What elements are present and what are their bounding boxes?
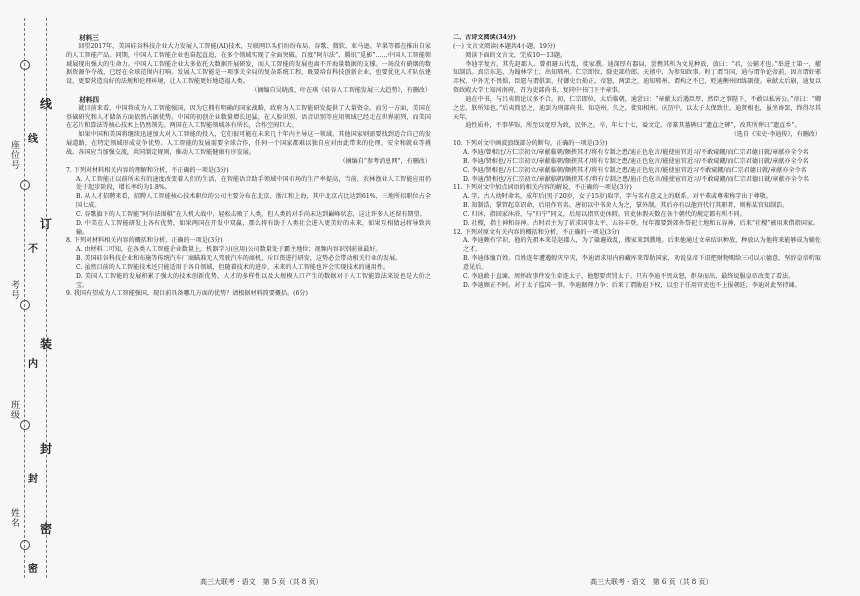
question-10-option-d: D. 李迪/贤相也/方仁宗初立/章献临朝/颇挟其才/将有专制之患/迪正色危言/能使宦官近习/不敢窥觎/而仁宗君德日就/章献亦全令名 [463,175,809,183]
binding-circle [20,420,30,430]
material-4-paragraph-1: 就目前来看，中国将成为人工智能强国，因为它拥有明确的国家战略，政府为人工智能研发提供了大量资金。而另一方面，美国在基础研究和人才储备方面依然占据优势。中国的初创企业数量增长迅猛，在人脸识别、语音识别等应用领域已经走在世界前列，而美国在芯片和算法等核心技术上仍然领先。两国在人工智能领域各有所长，合作空间巨大。 [66,104,431,130]
material-3-source: （摘编自吴晓波、叶在琪《硅谷人工智能发展三大趋势》，有删改） [251,87,431,95]
question-8: 8. 下列对材料相关内容的概括和分析，正确的一项是(3分) [66,237,223,245]
binding-label-seat: 座位号 [9,140,19,170]
question-11-option-d: D. 社稷，指土神和谷神。古时君主为了祈求国事太平、五谷丰登，每年都要到郊外祭祀土地和五谷神，后来“社稷”被用来借指国家。 [463,219,820,227]
binding-cut-zhuang: 装 [40,337,53,351]
question-11-option-a: A. 字，古人幼时命名，成年后(男子20岁，女子15岁)取字，字与名有意义上的联系。对平辈或尊辈称字出于尊敬。 [463,193,772,201]
binding-cut-ding: 订 [40,217,53,231]
question-10-option-c: C. 李迪/贤相也/方仁宗初立/章献临朝/颇挟其才/将有专制之患/迪正色危言/能使宦官近习不敢窥觎/而仁宗君德日就/章献亦全令名 [463,166,807,174]
question-11-option-c: C. 归沐，指回家沐浴，与“归宁”同义，后用以指官吏休假。官吏休假天数在各个朝代的规定都有所不同。 [463,210,746,218]
material-3-paragraph: 回望2017年，美国硅谷科技企业大力发展人工智能(AI)技术，互联网巨头们纷纷布局，谷歌、微软、亚马逊、苹果等都在推出自家的人工智能产品。同期，中国人工智能企业也奋起直追，在多个领域实现了全面突破。百度“阿尔法”、腾讯“觅影”……中国人工智能领域展现出强大的生命力。中国人工智能企业大多依托大数据开展研发，而人工智能的发展也离不开海量数据的支撑。一场没有硝烟的数据资源争夺战，已经在全球范围内打响。发展人工智能是一项事关全局的复杂系统工程，既要培育科技创新企业，也要优化人才队伍建设，更要营造良好的法规和伦理环境，让人工智能更好地造福人类。 [66,42,431,86]
question-12-option-b: B. 李迪体恤百姓。百姓连年遭遇蝗灾旱灾，李迪请求用内府藏库来帮助国家，劝说皇帝下诏把财物赐给三司以示德意，坚辞皇帝听取意见后。 [463,255,821,271]
question-12: 12. 下列对原文有关内容的概括和分析，不正确的一项是(3分) [453,228,620,236]
material-4-paragraph-2: 如果中国和美国将继续迅速加大对人工智能的投入，它们很可能在未来几十年内主导这一领域。其他国家则需要找到适合自己的发展道路，在特定领域形成竞争优势。人工智能的发展需要全球合作，任何一个国家都难以独自应对由此带来的伦理、安全和就业等挑战。各国应当加强交流，共同制定规则，推动人工智能健康有序发展。 [66,131,431,156]
question-11: 11. 下列对文中加点词语的相关内容的解说，不正确的一项是(3分) [453,184,632,192]
question-8-option-b: B. 美国硅谷科技企业和布施等传统汽车厂商瞄准无人驾驶汽车的商机，斥巨资进行研发，这势必会带动相关行业的发展。 [76,255,402,263]
binding-label-name: 姓名 [9,508,19,528]
material-3-title: 材料三 [79,34,99,42]
right-page-footer: 高三大联考 · 语文 第 6 页（共 8 页） [590,578,713,586]
question-7-option-a: A. 人工智能正以前所未有的速度改变着人们的生活，在智能语音助手领域中国市场的生产率提高，当前，农林渔业人工智能应用仍处于起步阶段，增长率约为1.8%。 [76,175,431,192]
question-12-option-d: D. 李迪顾正不阿。对于太子监国一事，李迪据理力争；后来丁谓胁迫下权，以至于任用官吏也不上报朝廷，李迪对此坚持谏。 [463,281,801,289]
binding-cut-feng: 封 [40,442,53,456]
binding-cut2-mi: 密 [28,564,38,575]
left-page-footer: 高三大联考 · 语文 第 5 页（共 8 页） [200,578,323,586]
material-4-source: （摘编自“参考消息网”，有删改） [339,157,431,165]
right-column [453,34,821,562]
binding-label-class: 班级 [9,400,19,420]
question-10-option-b: B. 李迪/贤相也/方仁宗初立/章献临朝/颇挟其才/将有专制之患/迪正色危言/能使宦官近习/不敢窥觎/而仁宗君德日就/章献亦全令名 [463,157,809,165]
left-column [66,34,431,562]
reading-instruction: 阅读下面的文言文，完成10～13题。 [465,51,567,59]
question-7-option-c: C. 谷歌旗下的人工智能“阿尔法围棋”在人机大战中，轻松击败了人类，但人类的对手尚未达到巅峰状态，这让许多人还留有期望。 [76,210,426,218]
classical-paragraph-3: 迪性质朴，不事华饰，所至以宽厚为政，民怀之。卒，年七十七，谥文定。帝篆其墓碑曰“遗直之碑”，改其所葬曰“遗直乡”。 [465,122,801,130]
question-9: 9. 我国有望成为人工智能强国，现目前具备哪几方面的优势？请根据材料简要概括。(6分) [66,290,308,298]
question-8-option-c: C. 虽然目前的人工智能技术还只能适用于各自领域，但随着技术的进步，未来的人工智能也许会实现技术的通用性。 [76,263,390,271]
binding-cut-mi: 密 [40,522,53,536]
binding-circle [20,180,30,190]
classical-paragraph-1: 李迪字复古，其先赵郡人。曾祖避五代乱，徙家濮。迪深厚有器局，尝携其所为文见种放，放曰：“君，公辅才也。”举进士第一，擢知制诰。真宗东巡，为翰林学士，出知郓州。仁宗即位，除吏部侍郎。天禧中，为参知政事。时丁谓当国，迪与谓争论帝前，因言谓奸邪弄权，中外无不畏惧，臣愿与谓俱罢，付御史台劾正。帝怒，两罢之，迪知郓州。谓构之不已，贬迪衡州团练副使。章献太后崩，迪复以资政殿大学士知河南府，召为吏部尚书，复同中书门下平章事。 [453,60,821,95]
question-12-option-a: A. 李迪颇有学识，他的先祖本来是赵郡人，为了躲避战乱，搬家来到濮地。后来他通过文章结识种放，种放认为他将来能够成为辅佐之才。 [463,237,821,254]
binding-circle [20,60,30,70]
question-8-option-a: A. 由材料二可知，在各类人工智能企业数量上，机器学习(应用)公司数量处于霸主地位；视频内容识别前景最好。 [76,246,382,254]
question-8-option-d: D. 美国人工智能的发展积累了强大的技术创新优势，人才的多样性以及大规模人口产生的数据对于人工智能算法来说也是大价之宝。 [76,272,431,289]
binding-circle [20,540,30,550]
question-7-option-b: B. 从人才招聘来看，招聘人工智能核心技术职位的公司主要分布在北京、浙江和上海，其中北京占比达到61%，三地所招职位占全国七成。 [76,193,431,210]
classical-paragraph-2: 迪在中书，与吕夷简论议多不合。初，仁宗即位，太后临朝，迪尝曰：“章献太后遇臣厚，然臣之事陛下，不敢以私害公。”帝曰：“卿之忠，朕所知也。”后夷简恶之，迪罢为刑部尚书、知亳州。久之，徙知相州。庆历中，以太子太保致仕。迪贤相也，虽坐谗罢，终得尽其天年。 [453,95,821,121]
question-10-option-a: A. 李迪/曾相比/方仁宗初立/章献临朝/颇挟其才/将有专制之患/迪正色危言/能使宦官近习/不敢窥觎/而仁宗君德日就/章献亦全令名 [463,148,809,156]
subsection-heading: (一) 文言文阅读(本题共4小题，19分) [453,42,556,50]
binding-cut2-bu: 不 [28,244,38,255]
binding-cut2-xian: 线 [28,134,38,145]
binding-circle [20,300,30,310]
question-10: 10. 下列对文中画波浪线部分的断句，正确的一项是(3分) [453,140,608,148]
binding-cut2-feng: 封 [28,474,38,485]
question-7-option-d: D. 中美在人工智能研发上各有优势，如果两国在开发中双赢，那么将有助于人类社会进入更美好的未来，如果互相猜忌将导致共输。 [76,219,431,236]
binding-label-id: 考号 [9,280,19,300]
material-4-title: 材料四 [79,95,99,104]
section-heading: 二、古诗文阅读(34分) [453,34,516,41]
binding-margin [0,0,58,596]
question-12-option-c: C. 李迪敢于直谏。周怀政事件发生牵连太子，他想要责罚太子。只有李迪不畏众怒，拒身而出，最终说服皇帝改变了看法。 [463,272,795,280]
question-11-option-b: B. 知制诰，掌管起草诏命，后用作官名。唐初以中书舍人为之，掌外制。其后亦有以他官代行其职者，则称某官知制诰。 [463,202,789,210]
binding-cut-xian: 线 [40,97,53,111]
question-7: 7. 下列对材料相关内容的理解和分析，不正确的一项是(3分) [66,166,229,174]
binding-line-outer [24,18,25,578]
binding-cut2-nei: 内 [28,359,38,370]
classical-source: （选自《宋史·李迪传》，有删改） [730,131,821,139]
